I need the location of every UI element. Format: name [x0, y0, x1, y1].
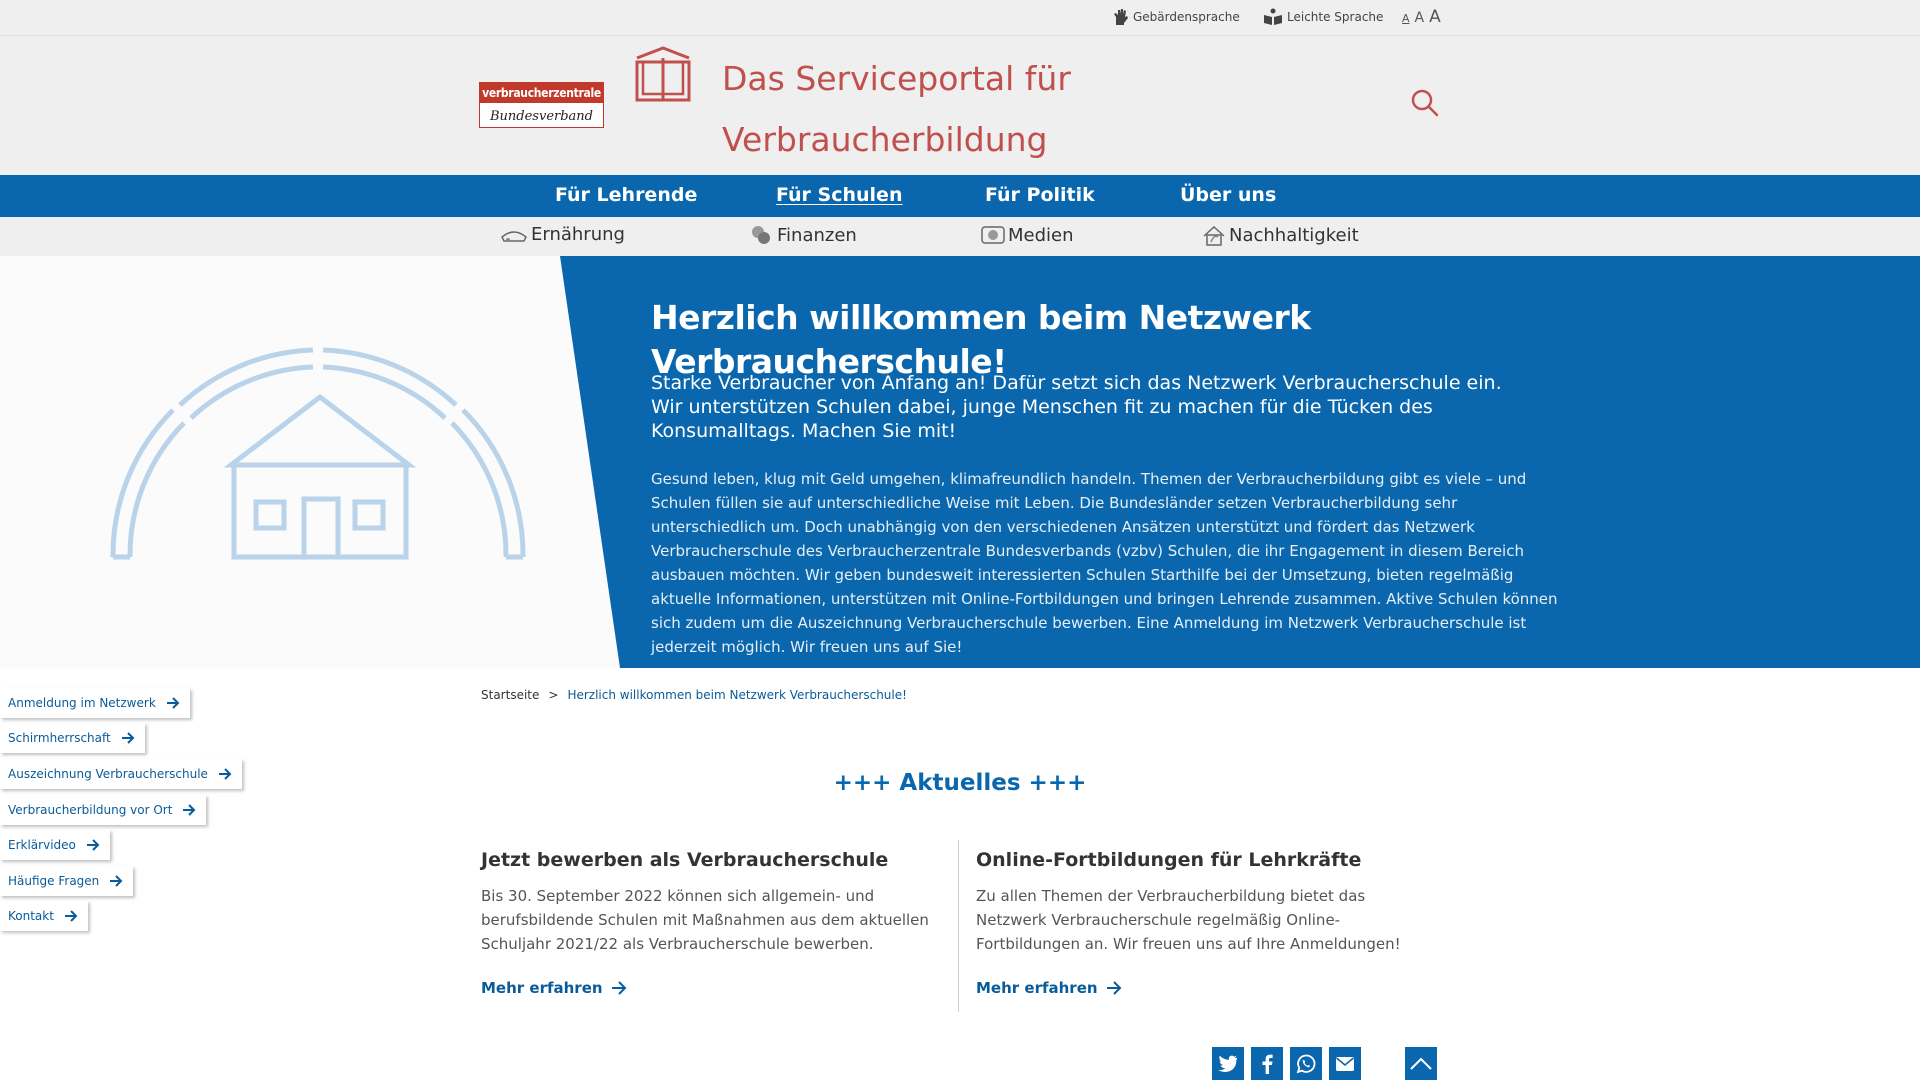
hero-title: Herzlich willkommen beim Netzwerk Verbraucherschule!: [651, 298, 1311, 381]
read-more-label: Mehr erfahren: [481, 979, 603, 997]
portal-title[interactable]: Das Serviceportal für Verbraucherbildung: [722, 59, 1071, 159]
twitter-icon: [1218, 1055, 1238, 1073]
news-item-title: Jetzt bewerben als Verbraucherschule: [481, 849, 889, 871]
share-whatsapp-button[interactable]: [1290, 1047, 1322, 1080]
news-item-title: Online-Fortbildungen für Lehrkräfte: [976, 849, 1362, 871]
search-button[interactable]: [1410, 88, 1440, 118]
news-item: [481, 846, 941, 997]
hero-lead: Starke Verbraucher von Anfang an! Dafür setzt sich das Netzwerk Verbraucherschule ein. Wir unterstützen Schulen dabei, junge Menschen fit zu machen für die Tücken des Konsumalltags. Machen Sie mit!: [651, 372, 1502, 442]
email-icon: [1335, 1056, 1355, 1072]
topic-medien-label: Medien: [1008, 224, 1074, 246]
sustainability-icon: [1202, 224, 1226, 246]
vzbv-logo-top: verbraucherzentrale: [480, 83, 603, 103]
side-link-label: Häufige Fragen: [8, 874, 100, 888]
side-link-label: Schirmherrschaft: [8, 731, 111, 745]
easy-language-link[interactable]: [1263, 8, 1383, 26]
scroll-to-top-button[interactable]: [1405, 1047, 1437, 1080]
utility-bar: [0, 0, 1920, 36]
topic-nav: [0, 217, 1920, 256]
side-link-label: Erklärvideo: [8, 838, 76, 852]
arrow-right-icon: [611, 981, 627, 995]
media-icon: [981, 224, 1005, 246]
topic-finanzen[interactable]: [750, 224, 857, 246]
arrow-right-icon: [109, 875, 123, 887]
arrow-right-icon: [86, 839, 100, 851]
read-more-link[interactable]: [481, 979, 627, 997]
side-link-faq[interactable]: [0, 866, 133, 896]
side-link-label: Kontakt: [8, 909, 54, 923]
side-link-label: Anmeldung im Netzwerk: [8, 696, 156, 710]
share-facebook-button[interactable]: [1251, 1047, 1283, 1080]
sign-language-label: Gebärdensprache: [1133, 10, 1240, 24]
read-more-link[interactable]: [976, 979, 1122, 997]
side-link-schirmherrschaft[interactable]: [0, 723, 145, 753]
food-icon: [500, 225, 528, 245]
font-size-medium[interactable]: A: [1414, 10, 1425, 26]
book-logo-icon[interactable]: [633, 44, 693, 104]
vzbv-logo-bottom: Bundesverband: [480, 103, 603, 127]
vzbv-logo[interactable]: [479, 82, 604, 128]
nav-fuer-lehrende[interactable]: Für Lehrende: [555, 184, 698, 206]
nav-fuer-schulen[interactable]: Für Schulen: [776, 184, 903, 206]
side-link-kontakt[interactable]: [0, 901, 88, 931]
news-item-text: Zu allen Themen der Verbraucherbildung bietet das Netzwerk Verbraucherschule regelmäßig Online-Fortbildungen an. Wir freuen uns auf Ihre Anmeldungen!: [976, 887, 1401, 953]
topic-ernaehrung-label: Ernährung: [531, 224, 625, 245]
easy-language-icon: [1263, 8, 1283, 26]
money-icon: [750, 224, 774, 246]
side-link-erklaervideo[interactable]: [0, 830, 110, 860]
breadcrumb-home[interactable]: Startseite: [481, 688, 540, 702]
sign-language-icon: [1113, 8, 1129, 26]
side-link-label: Verbraucherbildung vor Ort: [8, 803, 173, 817]
arrow-right-icon: [166, 697, 180, 709]
news-heading: +++ Aktuelles +++: [833, 770, 1087, 796]
topic-finanzen-label: Finanzen: [777, 224, 857, 246]
school-arch-icon: [108, 345, 528, 560]
font-size-large[interactable]: A: [1429, 7, 1441, 27]
sign-language-link[interactable]: [1113, 8, 1240, 26]
breadcrumb: [481, 688, 907, 702]
breadcrumb-current: Herzlich willkommen beim Netzwerk Verbraucherschule!: [567, 688, 907, 702]
news-divider: [958, 840, 959, 1012]
topic-nachhaltigkeit[interactable]: [1202, 224, 1359, 246]
facebook-icon: [1261, 1054, 1273, 1074]
whatsapp-icon: [1296, 1054, 1316, 1074]
share-email-button[interactable]: [1329, 1047, 1361, 1080]
hero-body: Gesund leben, klug mit Geld umgehen, klimafreundlich handeln. Themen der Verbraucherbildung gibt es viele – und Schulen füllen sie auf unterschiedliche Weise mit Leben. Die Bundesländer setzen Verbraucherbildung sehr unterschiedlich um. Doch unabhängig von den verschiedenen Ansätzen unterstützt und fördert das Netzwerk Verbraucherschule des Verbraucherzentrale Bundesverbands (vzbv) Schulen, die ihr Engagement in diesem Bereich ausbauen möchten. Wir geben bundesweit interessierten Schulen Starthilfe bei der Umsetzung, bieten regelmäßig aktuelle Informationen, unterstützen mit Online-Fortbildungen und bringen Lehrende zusammen. Aktive Schulen können sich zudem um die Auszeichnung Verbraucherschule bewerben. Eine Anmeldung im Netzwerk Verbraucherschule ist jederzeit möglich. Wir freuen uns auf Sie!: [651, 470, 1558, 656]
read-more-label: Mehr erfahren: [976, 979, 1098, 997]
site-header: [0, 36, 1920, 175]
font-size-switcher: [1402, 7, 1441, 27]
arrow-right-icon: [64, 910, 78, 922]
arrow-right-icon: [182, 804, 196, 816]
topic-ernaehrung[interactable]: [500, 224, 625, 245]
font-size-small[interactable]: A: [1402, 12, 1410, 25]
topic-nachhaltigkeit-label: Nachhaltigkeit: [1229, 224, 1359, 246]
side-link-anmeldung[interactable]: [0, 688, 190, 718]
arrow-right-icon: [121, 732, 135, 744]
search-icon: [1410, 88, 1440, 118]
scroll-top-icon: [1410, 1057, 1432, 1071]
breadcrumb-separator: >: [548, 688, 559, 702]
news-item: [976, 846, 1436, 997]
arrow-right-icon: [1106, 981, 1122, 995]
main-nav: [0, 175, 1920, 217]
side-link-label: Auszeichnung Verbraucherschule: [8, 767, 208, 781]
nav-ueber-uns[interactable]: Über uns: [1180, 184, 1277, 206]
nav-fuer-politik[interactable]: Für Politik: [985, 184, 1095, 206]
topic-medien[interactable]: [981, 224, 1074, 246]
share-twitter-button[interactable]: [1212, 1047, 1244, 1080]
side-link-vor-ort[interactable]: [0, 795, 206, 825]
news-item-text: Bis 30. September 2022 können sich allgemein- und berufsbildende Schulen mit Maßnahmen aus dem aktuellen Schuljahr 2021/22 als Verbraucherschule bewerben.: [481, 887, 929, 953]
easy-language-label: Leichte Sprache: [1287, 10, 1384, 24]
